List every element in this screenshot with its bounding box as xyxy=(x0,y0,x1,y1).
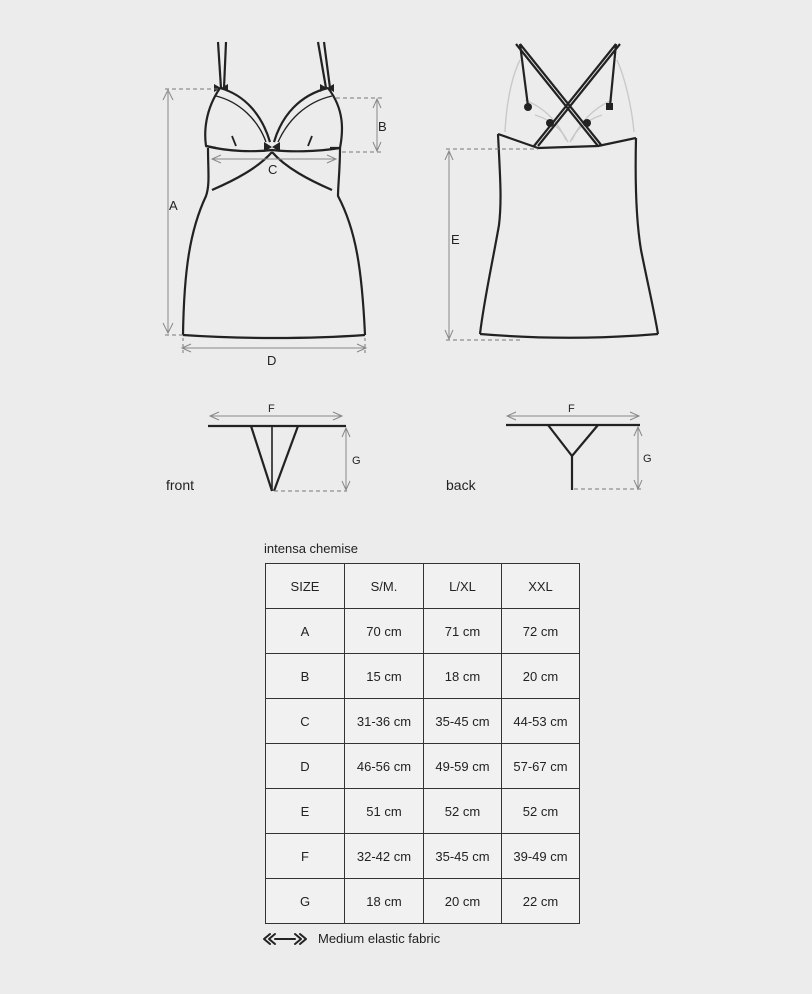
table-cell: 35-45 cm xyxy=(424,699,502,744)
table-row xyxy=(266,744,580,789)
table-size-key-cell: C xyxy=(266,699,345,744)
label-g-front: G xyxy=(352,455,361,467)
table-row xyxy=(266,789,580,834)
table-header-row xyxy=(266,564,580,609)
label-back: back xyxy=(446,477,476,493)
label-f-back: F xyxy=(568,403,575,415)
table-row xyxy=(266,879,580,924)
table-cell: 46-56 cm xyxy=(345,744,424,789)
table-cell: 44-53 cm xyxy=(502,699,580,744)
table-cell: 18 cm xyxy=(424,654,502,699)
table-row xyxy=(266,834,580,879)
label-e: E xyxy=(451,232,460,247)
label-c: C xyxy=(268,162,278,177)
table-cell: 52 cm xyxy=(502,789,580,834)
table-cell: 20 cm xyxy=(502,654,580,699)
dimension-lines-thong-back xyxy=(507,412,642,489)
chemise-back-drawing xyxy=(480,44,658,338)
table-cell: 57-67 cm xyxy=(502,744,580,789)
table-size-key-cell: F xyxy=(266,834,345,879)
table-size-key-cell: E xyxy=(266,789,345,834)
thong-back-drawing xyxy=(506,425,640,490)
table-cell: 71 cm xyxy=(424,609,502,654)
table-row xyxy=(266,699,580,744)
table-row xyxy=(266,654,580,699)
table-cell: 70 cm xyxy=(345,609,424,654)
dimension-lines-thong-front xyxy=(210,412,350,491)
table-cell: 15 cm xyxy=(345,654,424,699)
table-cell: 51 cm xyxy=(345,789,424,834)
chemise-front-drawing xyxy=(183,42,365,338)
table-cell: 31-36 cm xyxy=(345,699,424,744)
table-cell: 22 cm xyxy=(502,879,580,924)
table-cell: 72 cm xyxy=(502,609,580,654)
table-size-key-cell: B xyxy=(266,654,345,699)
label-a: A xyxy=(169,198,178,213)
table-cell: 32-42 cm xyxy=(345,834,424,879)
label-b: B xyxy=(378,119,387,134)
legend-text: Medium elastic fabric xyxy=(318,931,441,946)
table-row xyxy=(266,609,580,654)
table-cell: 20 cm xyxy=(424,879,502,924)
table-size-key-cell: A xyxy=(266,609,345,654)
thong-front-drawing xyxy=(208,426,346,491)
table-cell: 39-49 cm xyxy=(502,834,580,879)
table-size-key-cell: D xyxy=(266,744,345,789)
table-header-cell: SIZE xyxy=(266,564,345,609)
label-g-back: G xyxy=(643,453,652,465)
table-cell: 52 cm xyxy=(424,789,502,834)
table-header-cell: S/M. xyxy=(345,564,424,609)
elastic-fabric-icon xyxy=(262,932,308,946)
table-cell: 49-59 cm xyxy=(424,744,502,789)
label-d: D xyxy=(267,353,277,368)
legend xyxy=(262,931,440,946)
table-size-key-cell: G xyxy=(266,879,345,924)
table-title: intensa chemise xyxy=(264,541,358,556)
size-table-body xyxy=(266,564,580,924)
table-header-cell: L/XL xyxy=(424,564,502,609)
table-cell: 35-45 cm xyxy=(424,834,502,879)
label-front: front xyxy=(166,477,195,493)
table-cell: 18 cm xyxy=(345,879,424,924)
size-table xyxy=(265,563,580,924)
label-f-front: F xyxy=(268,403,275,415)
table-header-cell: XXL xyxy=(502,564,580,609)
